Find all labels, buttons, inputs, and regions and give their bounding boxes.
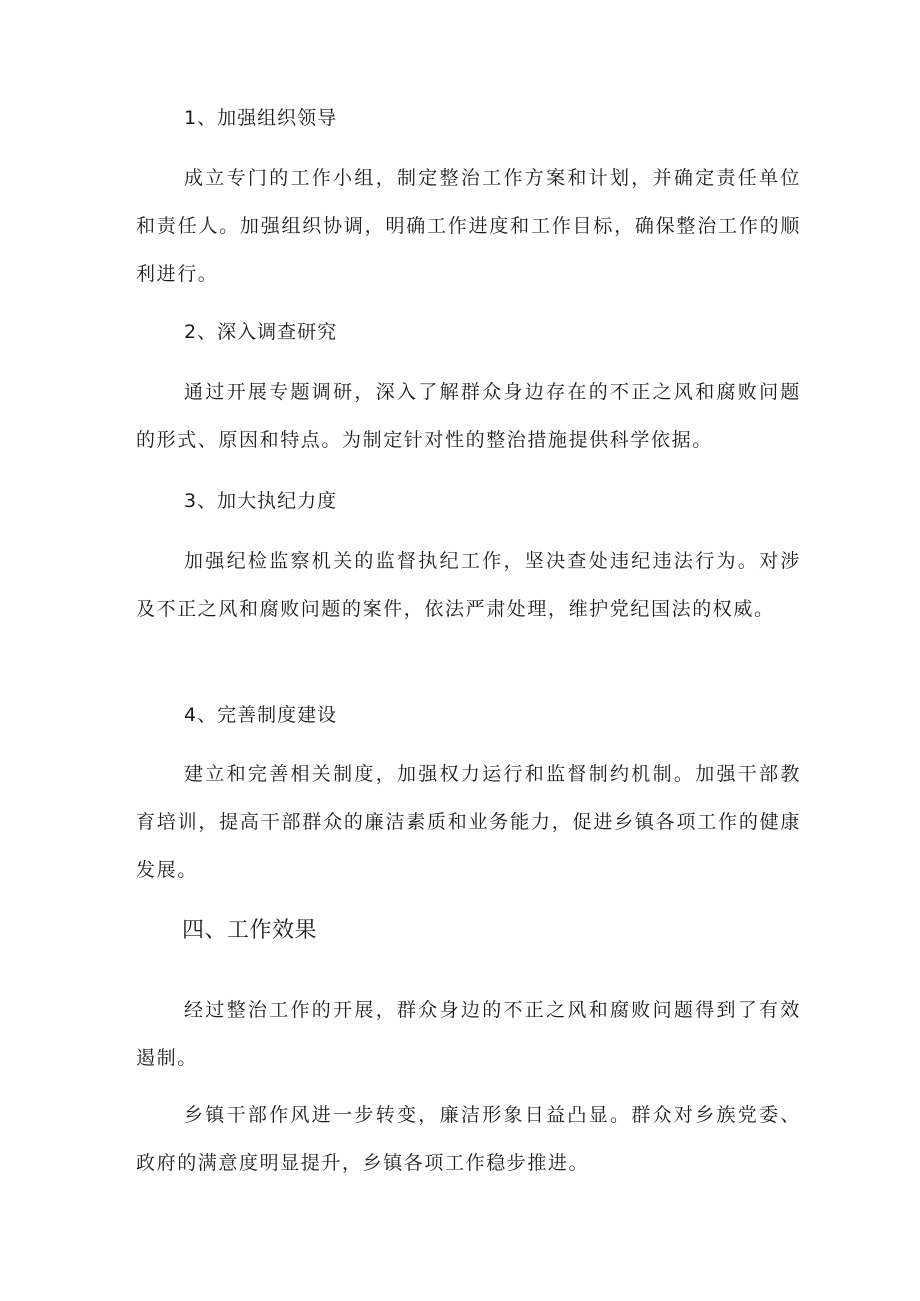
item-3-heading: 3、加大执纪力度: [184, 490, 338, 512]
section-4-paragraph-1: 经过整治工作的开展，群众身边的不正之风和腐败问题得到了有效遏制。: [136, 999, 801, 1069]
item-1-heading: 1、加强组织领导: [184, 107, 338, 129]
item-4-heading: 4、完善制度建设: [184, 704, 338, 726]
item-1-body: 成立专门的工作小组，制定整治工作方案和计划，并确定责任单位和责任人。加强组织协调，明确工作进度和工作目标，确保整治工作的顺利进行。: [136, 167, 801, 285]
section-4-paragraph-2: 乡镇干部作风进一步转变，廉洁形象日益凸显。群众对乡族党委、政府的满意度明显提升，乡镇各项工作稳步推进。: [136, 1104, 801, 1174]
item-4-body: 建立和完善相关制度，加强权力运行和监督制约机制。加强干部教育培训，提高干部群众的廉洁素质和业务能力，促进乡镇各项工作的健康发展。: [136, 763, 801, 881]
item-3-body: 加强纪检监察机关的监督执纪工作，坚决查处违纪违法行为。对涉及不正之风和腐败问题的案件，依法严肃处理，维护党纪国法的权威。: [136, 550, 801, 620]
item-2-body: 通过开展专题调研，深入了解群众身边存在的不正之风和腐败问题的形式、原因和特点。为制定针对性的整治措施提供科学依据。: [136, 381, 801, 451]
item-2-heading: 2、深入调查研究: [184, 321, 338, 343]
section-4-heading: 四、工作效果: [182, 918, 318, 943]
